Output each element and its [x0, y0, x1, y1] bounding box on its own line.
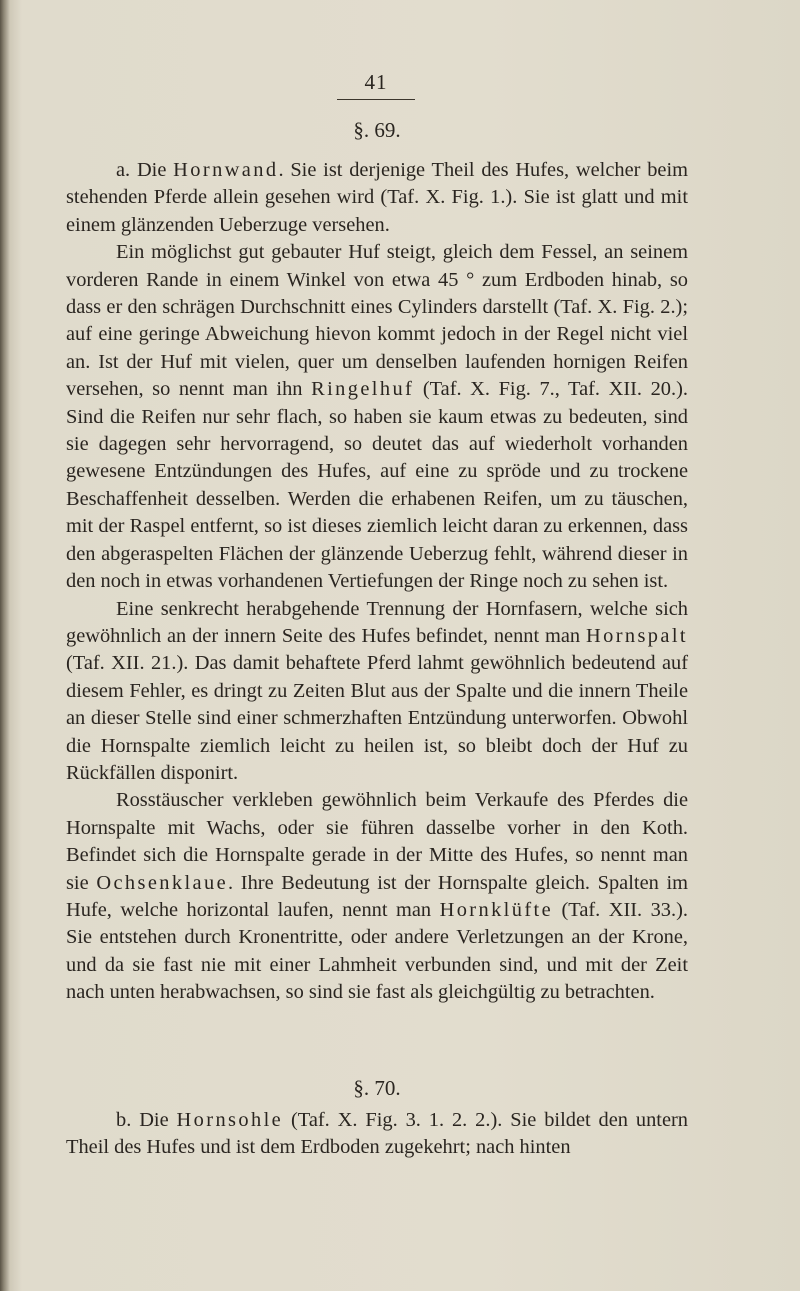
text-run: a. Die	[116, 159, 174, 181]
paragraph	[66, 1107, 688, 1162]
text-run: b. Die	[116, 1109, 177, 1131]
spaced-term: Ochsenklaue	[96, 871, 229, 894]
section-69-text	[66, 157, 688, 1007]
text-run: . Ihre Bedeutung ist der Hornspalte gleich. Spalten im Hufe, welche horizontal laufen, nennt man	[66, 871, 688, 921]
page-number: 41	[364, 70, 388, 94]
text-run: . Sie ist derjenige Theil des Hufes, welcher beim stehenden Pferde allein gesehen wird (Taf. X. Fig. 1.). Sie ist glatt und mit einem glänzenden Ueberzuge versehen.	[66, 159, 688, 236]
text-run: (Taf. XII. 21.). Das damit behaftete Pferd lahmt gewöhnlich bedeutend auf diesem Fehler, es dringt zu Zeiten Blut aus der Spalte und die innern Theile an dieser Stelle sind einer schmerzhaften Entzündung unterworfen. Obwohl die Hornspalte ziemlich leicht zu heilen ist, so bleibt doch der Huf zu Rückfällen disponirt.	[66, 652, 688, 784]
section-heading-70: §. 70.	[353, 1076, 401, 1100]
spaced-term: Hornspalt	[585, 624, 688, 647]
header-rule	[337, 99, 415, 100]
paragraph	[66, 157, 688, 239]
text-run: Eine senkrecht herabgehende Trennung der Hornfasern, welche sich gewöhnlich an der innern Seite des Hufes befindet, nennt man	[66, 597, 688, 647]
spaced-term: Hornwand	[173, 159, 279, 181]
section-heading-69: §. 69.	[353, 118, 401, 142]
paragraph	[66, 596, 688, 788]
text-run: Rosstäuscher verkleben gewöhnlich beim Verkaufe des Pferdes die Hornspalte mit Wachs, oder sie führen dasselbe vorher in den Koth. Befindet sich die Hornspalte gerade in der Mitte des Hufes, so nennt man sie	[66, 789, 688, 894]
text-run: (Taf. X. Fig. 3. 1. 2. 2.). Sie bildet den untern Theil des Hufes und ist dem Erdboden zugekehrt; nach hinten	[66, 1109, 688, 1159]
spaced-term: Hornklüfte	[439, 898, 554, 921]
text-run: Ein möglichst gut gebauter Huf steigt, gleich dem Fessel, an seinem vorderen Rande in einem Winkel von etwa 45 ° zum Erdboden hinab, so dass er den schrägen Durchschnitt eines Cylinders darstellt (Taf. X. Fig. 2.); auf eine geringe Abweichung hievon kommt jedoch in der Regel nicht viel an. Ist der Huf mit vielen, quer um denselben laufenden hornigen Reifen versehen, so nennt man ihn	[66, 241, 688, 401]
paragraph	[66, 787, 688, 1006]
spaced-term: Hornsohle	[176, 1109, 284, 1131]
paragraph	[66, 239, 688, 595]
spaced-term: Ringelhuf	[311, 378, 415, 401]
text-run: (Taf. X. Fig. 7., Taf. XII. 20.). Sind die Reifen nur sehr flach, so haben sie kaum etwas zu bedeuten, sind sie dagegen sehr hervorragend, so deutet das auf wiederholt vorhanden gewesene Entzündungen des Hufes, auf eine zu spröde und zu trockene Beschaffenheit desselben. Werden die erhabenen Reifen, um zu täuschen, mit der Raspel entfernt, so ist dieses ziemlich leicht daran zu erkennen, dass den abgeraspelten Flächen der glänzende Ueberzug fehlt, während dieser in den noch in etwas vorhandenen Vertiefungen der Ringe noch zu sehen ist.	[66, 378, 688, 593]
text-run: (Taf. XII. 33.). Sie entstehen durch Kronentritte, oder andere Verletzungen an der Krone, und da sie fast nie mit einer Lahmheit verbunden sind, und mit der Zeit nach unten herabwachsen, so sind sie fast als gleichgültig zu betrachten.	[66, 898, 688, 1004]
section-70-text	[66, 1107, 688, 1162]
